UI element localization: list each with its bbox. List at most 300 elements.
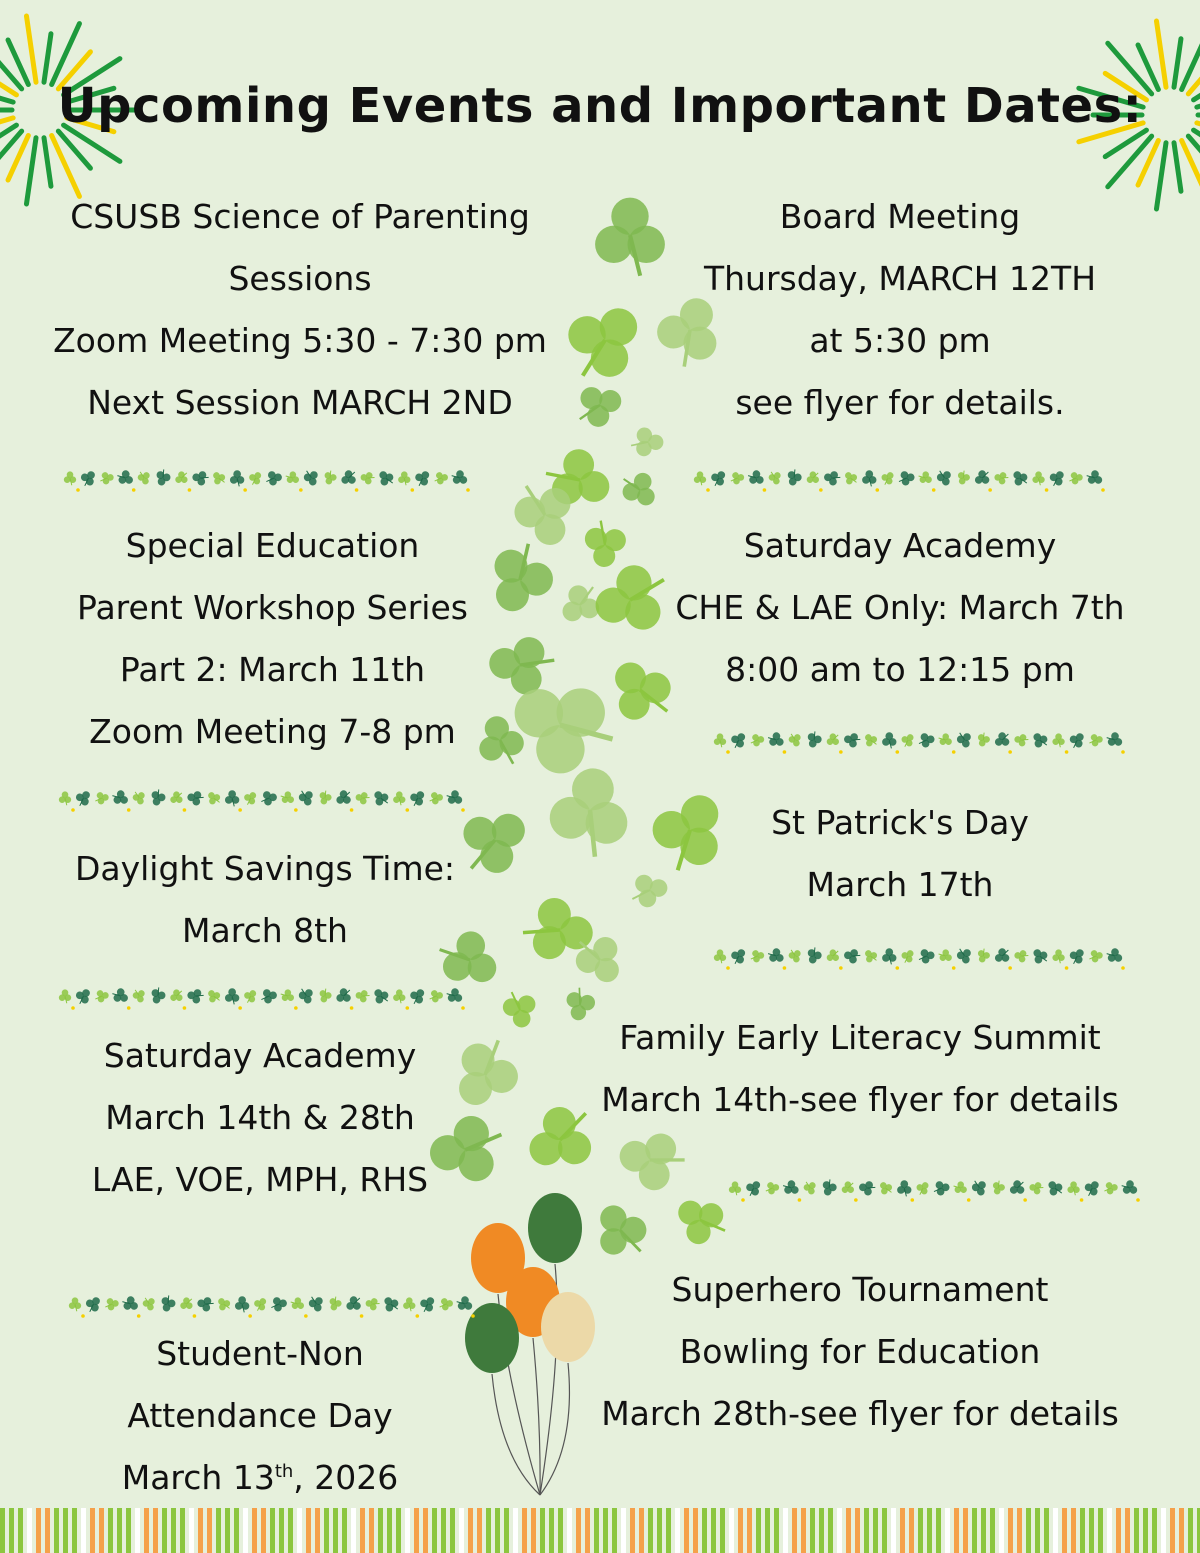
shamrock-icon	[951, 1179, 969, 1197]
shamrock-icon	[899, 947, 917, 965]
stripe	[1044, 1508, 1049, 1553]
stripe	[909, 1508, 914, 1553]
shamrock-icon	[317, 987, 333, 1004]
stripe	[1017, 1508, 1022, 1553]
dot-icon	[839, 750, 843, 754]
shamrock-icon	[94, 989, 110, 1004]
stripe	[0, 1508, 5, 1553]
dot-icon	[952, 966, 956, 970]
shamrock-icon	[862, 947, 880, 965]
shamrock-icon	[1013, 733, 1029, 748]
shamrock-icon	[270, 1296, 288, 1313]
dot-icon	[895, 966, 899, 970]
shamrock-icon	[230, 470, 244, 486]
stripe	[576, 1508, 581, 1553]
shamrock-icon	[1104, 730, 1125, 750]
stripe	[747, 1508, 752, 1553]
shamrock-icon	[173, 469, 191, 487]
stripe	[1116, 1508, 1121, 1553]
shamrock-icon	[210, 469, 228, 487]
stripe	[297, 1508, 302, 1553]
stripe	[180, 1508, 185, 1553]
stripe	[1008, 1508, 1013, 1553]
dot-icon	[1080, 1198, 1084, 1202]
stripe	[108, 1508, 113, 1553]
dot-icon	[294, 808, 298, 812]
dot-icon	[952, 750, 956, 754]
stripe	[369, 1508, 374, 1553]
shamrock-icon	[1028, 1181, 1044, 1196]
stripe	[657, 1508, 662, 1553]
stripe	[891, 1508, 896, 1553]
shamrock-icon	[729, 471, 745, 486]
shamrock-icon	[843, 948, 861, 965]
stripe	[540, 1508, 545, 1553]
shamrock-divider	[690, 466, 1105, 496]
shamrock-icon	[355, 791, 371, 806]
stripe	[198, 1508, 203, 1553]
literacy-summit-event	[560, 1007, 1160, 1131]
stripe	[162, 1508, 167, 1553]
shamrock-icon	[1104, 946, 1125, 966]
event-note: see flyer for details.	[735, 383, 1065, 422]
dot-icon	[783, 966, 787, 970]
shamrock-icon	[970, 1178, 989, 1198]
dot-icon	[875, 488, 879, 492]
event-date: Thursday, MARCH 12TH	[703, 259, 1097, 298]
stripe	[414, 1508, 419, 1553]
stripe	[216, 1508, 221, 1553]
event-title: Board Meeting	[779, 197, 1021, 236]
dot-icon	[188, 488, 192, 492]
shamrock-icon	[820, 1178, 839, 1198]
daylight-savings-event	[40, 838, 490, 962]
stripe	[729, 1508, 734, 1553]
shamrock-icon	[428, 791, 444, 806]
saturday-academy-right-event	[650, 515, 1150, 701]
shamrock-icon	[407, 787, 428, 809]
stripe	[810, 1508, 815, 1553]
stripe	[522, 1508, 527, 1553]
board-meeting-event	[660, 186, 1140, 434]
dot-icon	[299, 488, 303, 492]
shamrock-icon	[131, 987, 147, 1004]
stripe	[36, 1508, 41, 1553]
event-title: CSUSB Science of Parenting	[70, 197, 530, 236]
dot-icon	[127, 1006, 131, 1010]
stripe	[234, 1508, 239, 1553]
dot-icon	[471, 1314, 475, 1318]
shamrock-divider	[710, 944, 1125, 974]
shamrock-icon	[917, 732, 935, 749]
dot-icon	[895, 750, 899, 754]
shamrock-icon	[64, 471, 76, 485]
shamrock-icon	[714, 733, 726, 747]
shamrock-icon	[570, 378, 628, 433]
shamrock-icon	[260, 988, 278, 1005]
dot-icon	[839, 966, 843, 970]
shamrock-icon	[110, 986, 131, 1006]
shamrock-icon	[398, 471, 410, 485]
shamrock-icon	[158, 1294, 177, 1314]
stripe	[450, 1508, 455, 1553]
stripe	[855, 1508, 860, 1553]
dot-icon	[71, 808, 75, 812]
stripe	[1170, 1508, 1175, 1553]
shamrock-icon	[186, 790, 204, 807]
event-date: March 14th & 28th	[105, 1098, 415, 1137]
shamrock-icon	[743, 1177, 764, 1199]
shamrock-icon	[882, 732, 896, 748]
stripe	[648, 1508, 653, 1553]
shamrock-icon	[73, 787, 94, 809]
stripe	[279, 1508, 284, 1553]
stripe	[63, 1508, 68, 1553]
dot-icon	[405, 808, 409, 812]
shamrock-icon	[99, 471, 115, 486]
dot-icon	[183, 808, 187, 812]
shamrock-divider	[55, 984, 465, 1014]
event-date: March 17th	[806, 865, 994, 904]
dot-icon	[76, 488, 80, 492]
shamrock-icon	[289, 1295, 307, 1313]
stripe	[1143, 1508, 1148, 1553]
dot-icon	[137, 1314, 141, 1318]
event-date: March 8th	[182, 911, 348, 950]
dot-icon	[1023, 1198, 1027, 1202]
shamrock-icon	[246, 469, 264, 487]
stripe	[90, 1508, 95, 1553]
dot-icon	[798, 1198, 802, 1202]
stripe	[1125, 1508, 1130, 1553]
shamrock-icon	[393, 791, 405, 805]
shamrock-icon	[708, 467, 729, 489]
shamrock-icon	[104, 1297, 120, 1312]
shamrock-icon	[802, 1179, 818, 1196]
event-time: at 5:30 pm	[809, 321, 991, 360]
stripe	[693, 1508, 698, 1553]
shamrock-icon	[235, 1296, 249, 1312]
shamrock-icon	[279, 789, 297, 807]
shamrock-icon	[787, 731, 803, 748]
shamrock-icon	[1084, 468, 1105, 488]
shamrock-icon	[205, 789, 223, 807]
stripe	[783, 1508, 788, 1553]
shamrock-icon	[1052, 733, 1064, 747]
dot-icon	[706, 488, 710, 492]
stripe	[990, 1508, 995, 1553]
event-date	[80, 1447, 440, 1509]
dot-icon	[1101, 488, 1105, 492]
event-title: St Patrick's Day	[771, 803, 1029, 842]
shamrock-icon	[842, 469, 860, 487]
shamrock-icon	[764, 1181, 780, 1196]
shamrock-icon	[862, 731, 880, 749]
dot-icon	[1008, 750, 1012, 754]
stripe	[846, 1508, 851, 1553]
dot-icon	[988, 488, 992, 492]
shamrock-icon	[955, 730, 974, 750]
stripe	[1053, 1508, 1058, 1553]
stripe	[684, 1508, 689, 1553]
stripe	[756, 1508, 761, 1553]
shamrock-icon	[317, 789, 333, 806]
shamrock-icon	[148, 788, 167, 808]
dot-icon	[71, 1006, 75, 1010]
stripe	[1026, 1508, 1031, 1553]
shamrock-icon	[975, 731, 991, 748]
shamrock-icon	[153, 468, 172, 488]
shamrock-icon	[380, 1293, 401, 1315]
shamrock-icon	[1081, 1177, 1102, 1199]
shamrock-icon	[1088, 733, 1104, 748]
stripe	[387, 1508, 392, 1553]
stripe	[1062, 1508, 1067, 1553]
shamrock-icon	[265, 470, 283, 487]
event-subtitle: Parent Workshop Series	[77, 588, 468, 627]
stripe	[423, 1508, 428, 1553]
event-date: Part 2: March 11th	[119, 650, 426, 689]
dot-icon	[1065, 966, 1069, 970]
event-title-cont: Attendance Day	[127, 1396, 393, 1435]
stripe	[324, 1508, 329, 1553]
shamrock-icon	[992, 946, 1013, 966]
shamrock-icon	[94, 791, 110, 806]
dot-icon	[1121, 966, 1125, 970]
shamrock-icon	[168, 987, 186, 1005]
event-time: Zoom Meeting 7-8 pm	[89, 712, 456, 751]
shamrock-icon	[327, 1295, 343, 1312]
shamrock-icon	[787, 947, 803, 964]
stripe	[603, 1508, 608, 1553]
shamrock-icon	[444, 788, 465, 808]
stripe	[900, 1508, 905, 1553]
stripe	[207, 1508, 212, 1553]
stripe	[621, 1508, 626, 1553]
balloon-icon	[528, 1193, 582, 1263]
shamrock-icon	[992, 730, 1013, 750]
shamrock-icon	[595, 198, 665, 276]
shamrock-icon	[1007, 1178, 1028, 1198]
shamrock-icon	[1013, 949, 1029, 964]
dot-icon	[243, 488, 247, 492]
shamrock-icon	[110, 788, 131, 808]
stripe	[999, 1508, 1004, 1553]
shamrock-icon	[766, 730, 787, 750]
event-time: Zoom Meeting 5:30 - 7:30 pm	[53, 321, 547, 360]
shamrock-icon	[1066, 945, 1087, 967]
dot-icon	[238, 808, 242, 812]
shamrock-icon	[433, 471, 449, 486]
shamrock-icon	[78, 467, 99, 489]
shamrock-icon	[729, 1181, 741, 1195]
dot-icon	[132, 488, 136, 492]
shamrock-icon	[1032, 471, 1044, 485]
stripe	[351, 1508, 356, 1553]
shamrock-icon	[1088, 949, 1104, 964]
dot-icon	[410, 488, 414, 492]
stripe	[1179, 1508, 1184, 1553]
shamrock-icon	[628, 870, 671, 910]
shamrock-icon	[858, 1180, 876, 1197]
shamrock-icon	[73, 985, 94, 1007]
stripe	[54, 1508, 59, 1553]
dot-icon	[81, 1314, 85, 1318]
shamrock-icon	[297, 986, 316, 1006]
shamrock-icon	[365, 1297, 381, 1312]
event-title: Family Early Literacy Summit	[619, 1018, 1101, 1057]
stripe	[558, 1508, 563, 1553]
stripe	[675, 1508, 680, 1553]
stripe	[513, 1508, 518, 1553]
stripe	[144, 1508, 149, 1553]
shamrock-icon	[545, 763, 634, 860]
shamrock-icon	[417, 1293, 438, 1315]
dot-icon	[1008, 966, 1012, 970]
dot-icon	[461, 808, 465, 812]
special-education-event	[40, 515, 505, 763]
event-title: Student-Non	[156, 1334, 364, 1373]
stripe	[504, 1508, 509, 1553]
shamrock-icon	[583, 520, 627, 569]
dot-icon	[726, 750, 730, 754]
shamrock-icon	[805, 946, 824, 966]
shamrock-icon	[631, 427, 664, 457]
shamrock-icon	[882, 948, 896, 964]
stripe	[711, 1508, 716, 1553]
shamrock-icon	[215, 1295, 233, 1313]
stripe	[531, 1508, 536, 1553]
shamrock-icon	[824, 731, 842, 749]
dot-icon	[726, 966, 730, 970]
shamrock-icon	[297, 788, 316, 808]
dot-icon	[783, 750, 787, 754]
shamrock-icon	[955, 469, 971, 486]
dot-icon	[1065, 750, 1069, 754]
shamrock-icon	[897, 1180, 911, 1196]
stripe	[72, 1508, 77, 1553]
page-title: Upcoming Events and Important Dates:	[57, 78, 1143, 134]
dot-icon	[1121, 750, 1125, 754]
stripe	[432, 1508, 437, 1553]
shamrock-icon	[1052, 949, 1064, 963]
shamrock-icon	[843, 732, 861, 749]
shamrock-icon	[585, 1195, 655, 1267]
dot-icon	[183, 1006, 187, 1010]
stripe	[261, 1508, 266, 1553]
event-date: March 28th-see flyer for details	[601, 1394, 1119, 1433]
shamrock-icon	[839, 1179, 857, 1197]
dot-icon	[360, 1314, 364, 1318]
shamrock-divider	[65, 1292, 475, 1322]
shamrock-icon	[407, 985, 428, 1007]
saturday-academy-left-event	[60, 1025, 460, 1211]
shamrock-divider	[725, 1176, 1140, 1206]
shamrock-icon	[393, 989, 405, 1003]
shamrock-icon	[804, 469, 822, 487]
dot-icon	[1045, 488, 1049, 492]
stripe	[405, 1508, 410, 1553]
shamrock-icon	[1044, 1177, 1065, 1199]
shamrock-icon	[225, 988, 239, 1004]
dot-icon	[350, 808, 354, 812]
date-year: , 2026	[293, 1458, 399, 1497]
shamrock-icon	[186, 988, 204, 1005]
shamrock-icon	[767, 469, 783, 486]
dot-icon	[350, 1006, 354, 1010]
shamrock-icon	[196, 1296, 214, 1313]
stripe	[468, 1508, 473, 1553]
event-time: 8:00 am to 12:15 pm	[725, 650, 1075, 689]
shamrock-icon	[115, 468, 136, 488]
shamrock-icon	[178, 1295, 196, 1313]
shamrock-icon	[454, 1294, 475, 1314]
stripe	[585, 1508, 590, 1553]
stripe	[1188, 1508, 1193, 1553]
stripe	[378, 1508, 383, 1553]
shamrock-icon	[370, 985, 391, 1007]
stripe	[972, 1508, 977, 1553]
dot-icon	[415, 1314, 419, 1318]
stripe	[396, 1508, 401, 1553]
stripe	[270, 1508, 275, 1553]
stripe	[612, 1508, 617, 1553]
shamrock-icon	[914, 1179, 932, 1197]
shamrock-icon	[728, 729, 749, 751]
shamrock-icon	[360, 471, 376, 486]
shamrock-icon	[805, 730, 824, 750]
shamrock-icon	[168, 789, 186, 807]
shamrock-icon	[225, 790, 239, 806]
shamrock-icon	[877, 1179, 895, 1197]
shamrock-icon	[899, 731, 917, 749]
stripe	[27, 1508, 32, 1553]
stripe	[153, 1508, 158, 1553]
stripe	[126, 1508, 131, 1553]
stripe	[306, 1508, 311, 1553]
shamrock-icon	[1067, 1181, 1079, 1195]
shamrock-divider	[710, 728, 1125, 758]
shamrock-icon	[823, 470, 841, 487]
shamrock-icon	[322, 469, 338, 486]
dot-icon	[238, 1006, 242, 1010]
shamrock-icon	[1009, 467, 1030, 489]
stripe	[135, 1508, 140, 1553]
stripe	[171, 1508, 176, 1553]
shamrock-icon	[932, 1180, 950, 1197]
shamrock-divider	[55, 786, 465, 816]
shamrock-icon	[972, 468, 993, 488]
stripe	[594, 1508, 599, 1553]
dot-icon	[967, 1198, 971, 1202]
shamrock-icon	[1119, 1178, 1140, 1198]
stripe	[81, 1508, 86, 1553]
stripe	[1080, 1508, 1085, 1553]
shamrock-icon	[284, 469, 302, 487]
stripe	[936, 1508, 941, 1553]
shamrock-icon	[251, 1295, 269, 1313]
stripe	[828, 1508, 833, 1553]
stripe	[864, 1508, 869, 1553]
stripe	[486, 1508, 491, 1553]
shamrock-icon	[975, 947, 991, 964]
shamrock-icon	[83, 1293, 104, 1315]
stripe	[639, 1508, 644, 1553]
stripe	[9, 1508, 14, 1553]
shamrock-icon	[615, 465, 664, 514]
stripe	[819, 1508, 824, 1553]
shamrock-icon	[1029, 729, 1050, 751]
